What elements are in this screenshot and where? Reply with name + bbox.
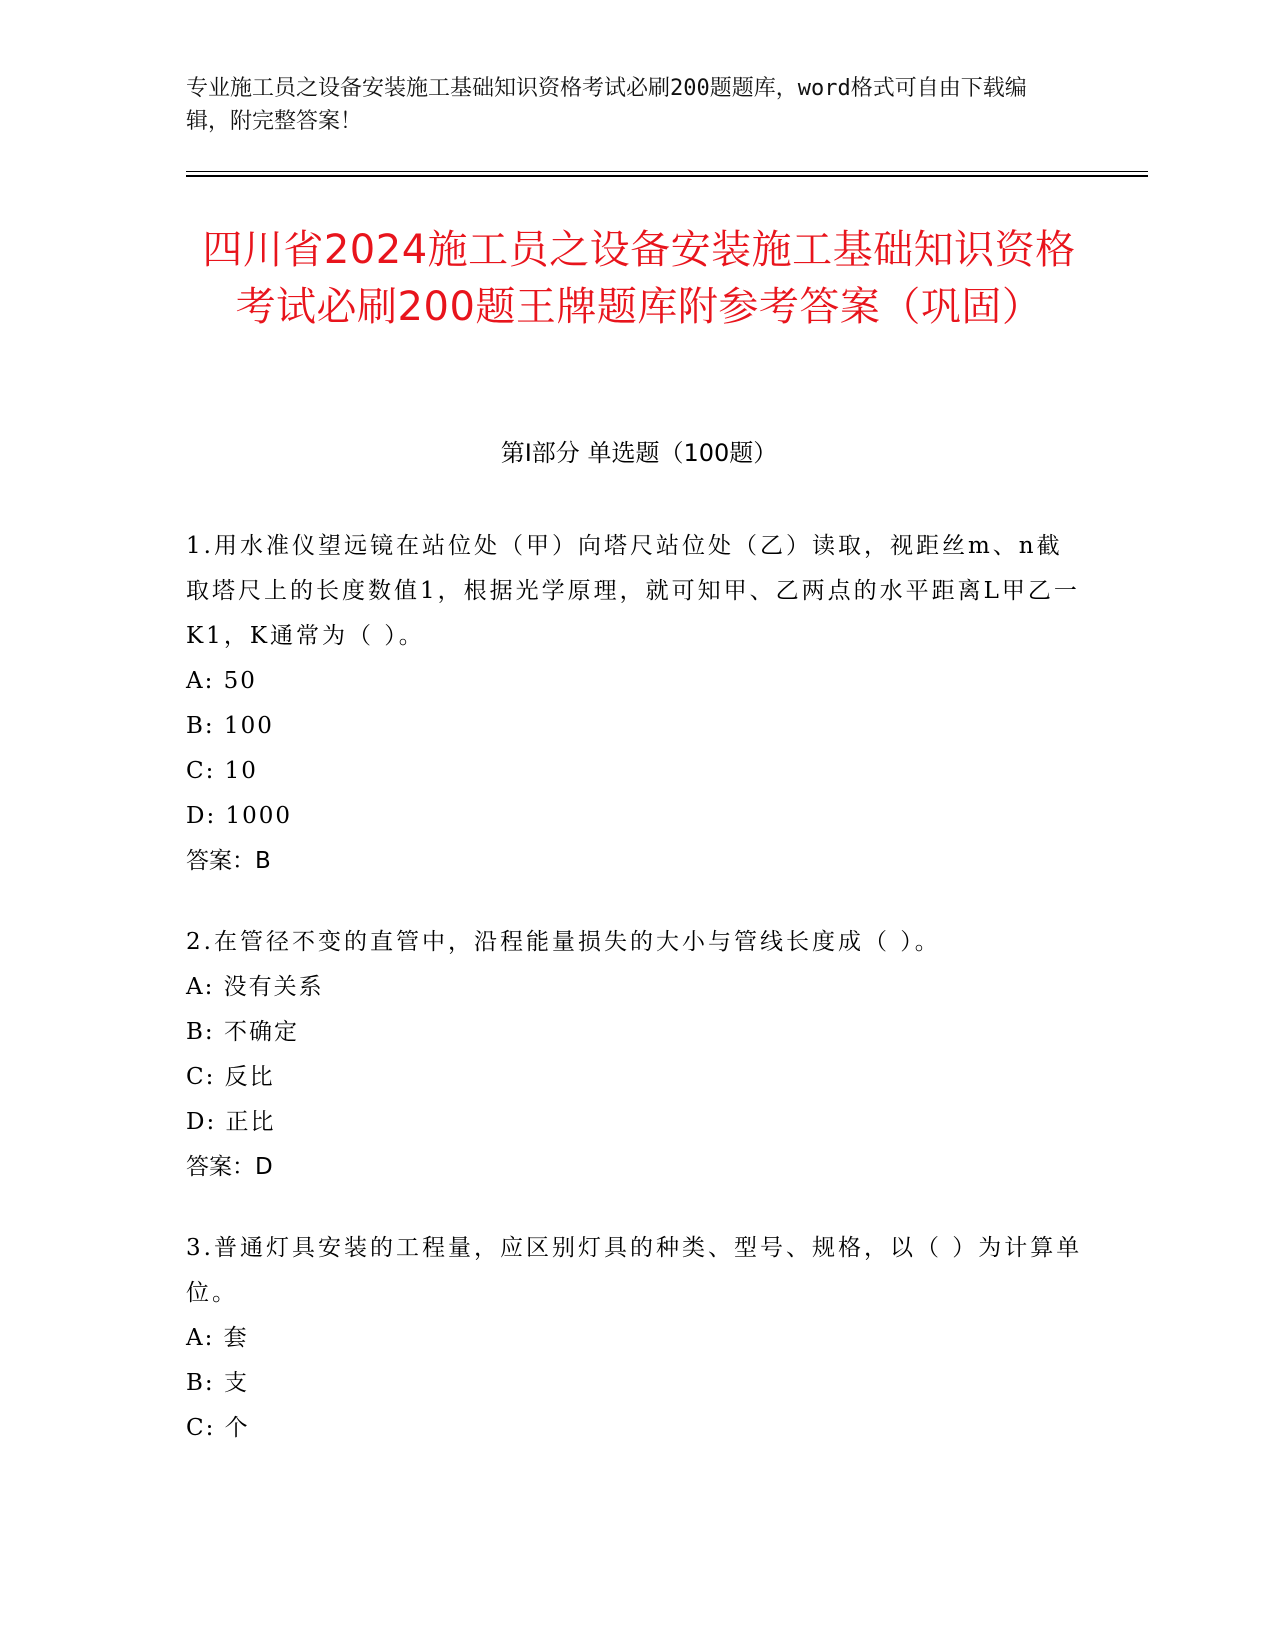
header-note: 专业施工员之设备安装施工基础知识资格考试必刷200题题库，word格式可自由下载编辑，附完整答案！ bbox=[186, 76, 1027, 134]
document-title: 四川省2024施工员之设备安装施工基础知识资格考试必刷200题王牌题库附参考答案（巩固） bbox=[202, 227, 1076, 330]
option-b: B: 支 bbox=[186, 1370, 249, 1396]
header-rule-thick bbox=[186, 175, 1148, 177]
option-a: A: 50 bbox=[186, 668, 257, 694]
question-stem: 3.普通灯具安装的工程量，应区别灯具的种类、型号、规格，以（ ）为计算单位。 bbox=[186, 1235, 1083, 1306]
question-stem: 2.在管径不变的直管中，沿程能量损失的大小与管线长度成（ ）。 bbox=[186, 929, 941, 955]
question-stem: 1.用水准仪望远镜在站位处（甲）向塔尺站位处（乙）读取，视距丝m、n截取塔尺上的长度数值1，根据光学原理，就可知甲、乙两点的水平距离L甲乙一K1，K通常为（ ）。 bbox=[186, 533, 1080, 649]
question-2 bbox=[186, 920, 1086, 1190]
section-title: 第I部分 单选题（100题） bbox=[500, 439, 778, 467]
question-1 bbox=[186, 524, 1086, 884]
option-b: B: 100 bbox=[186, 713, 274, 739]
option-a: A: 没有关系 bbox=[186, 974, 324, 1000]
header-rule-thin bbox=[186, 171, 1148, 172]
option-a: A: 套 bbox=[186, 1325, 249, 1351]
question-3 bbox=[186, 1226, 1086, 1451]
answer: 答案：B bbox=[186, 848, 271, 874]
question-list bbox=[186, 524, 1086, 1487]
option-b: B: 不确定 bbox=[186, 1019, 299, 1045]
option-c: C: 10 bbox=[186, 758, 258, 784]
answer: 答案：D bbox=[186, 1154, 273, 1180]
option-d: D: 正比 bbox=[186, 1109, 276, 1135]
option-c: C: 个 bbox=[186, 1415, 250, 1441]
option-c: C: 反比 bbox=[186, 1064, 275, 1090]
option-d: D: 1000 bbox=[186, 803, 293, 829]
